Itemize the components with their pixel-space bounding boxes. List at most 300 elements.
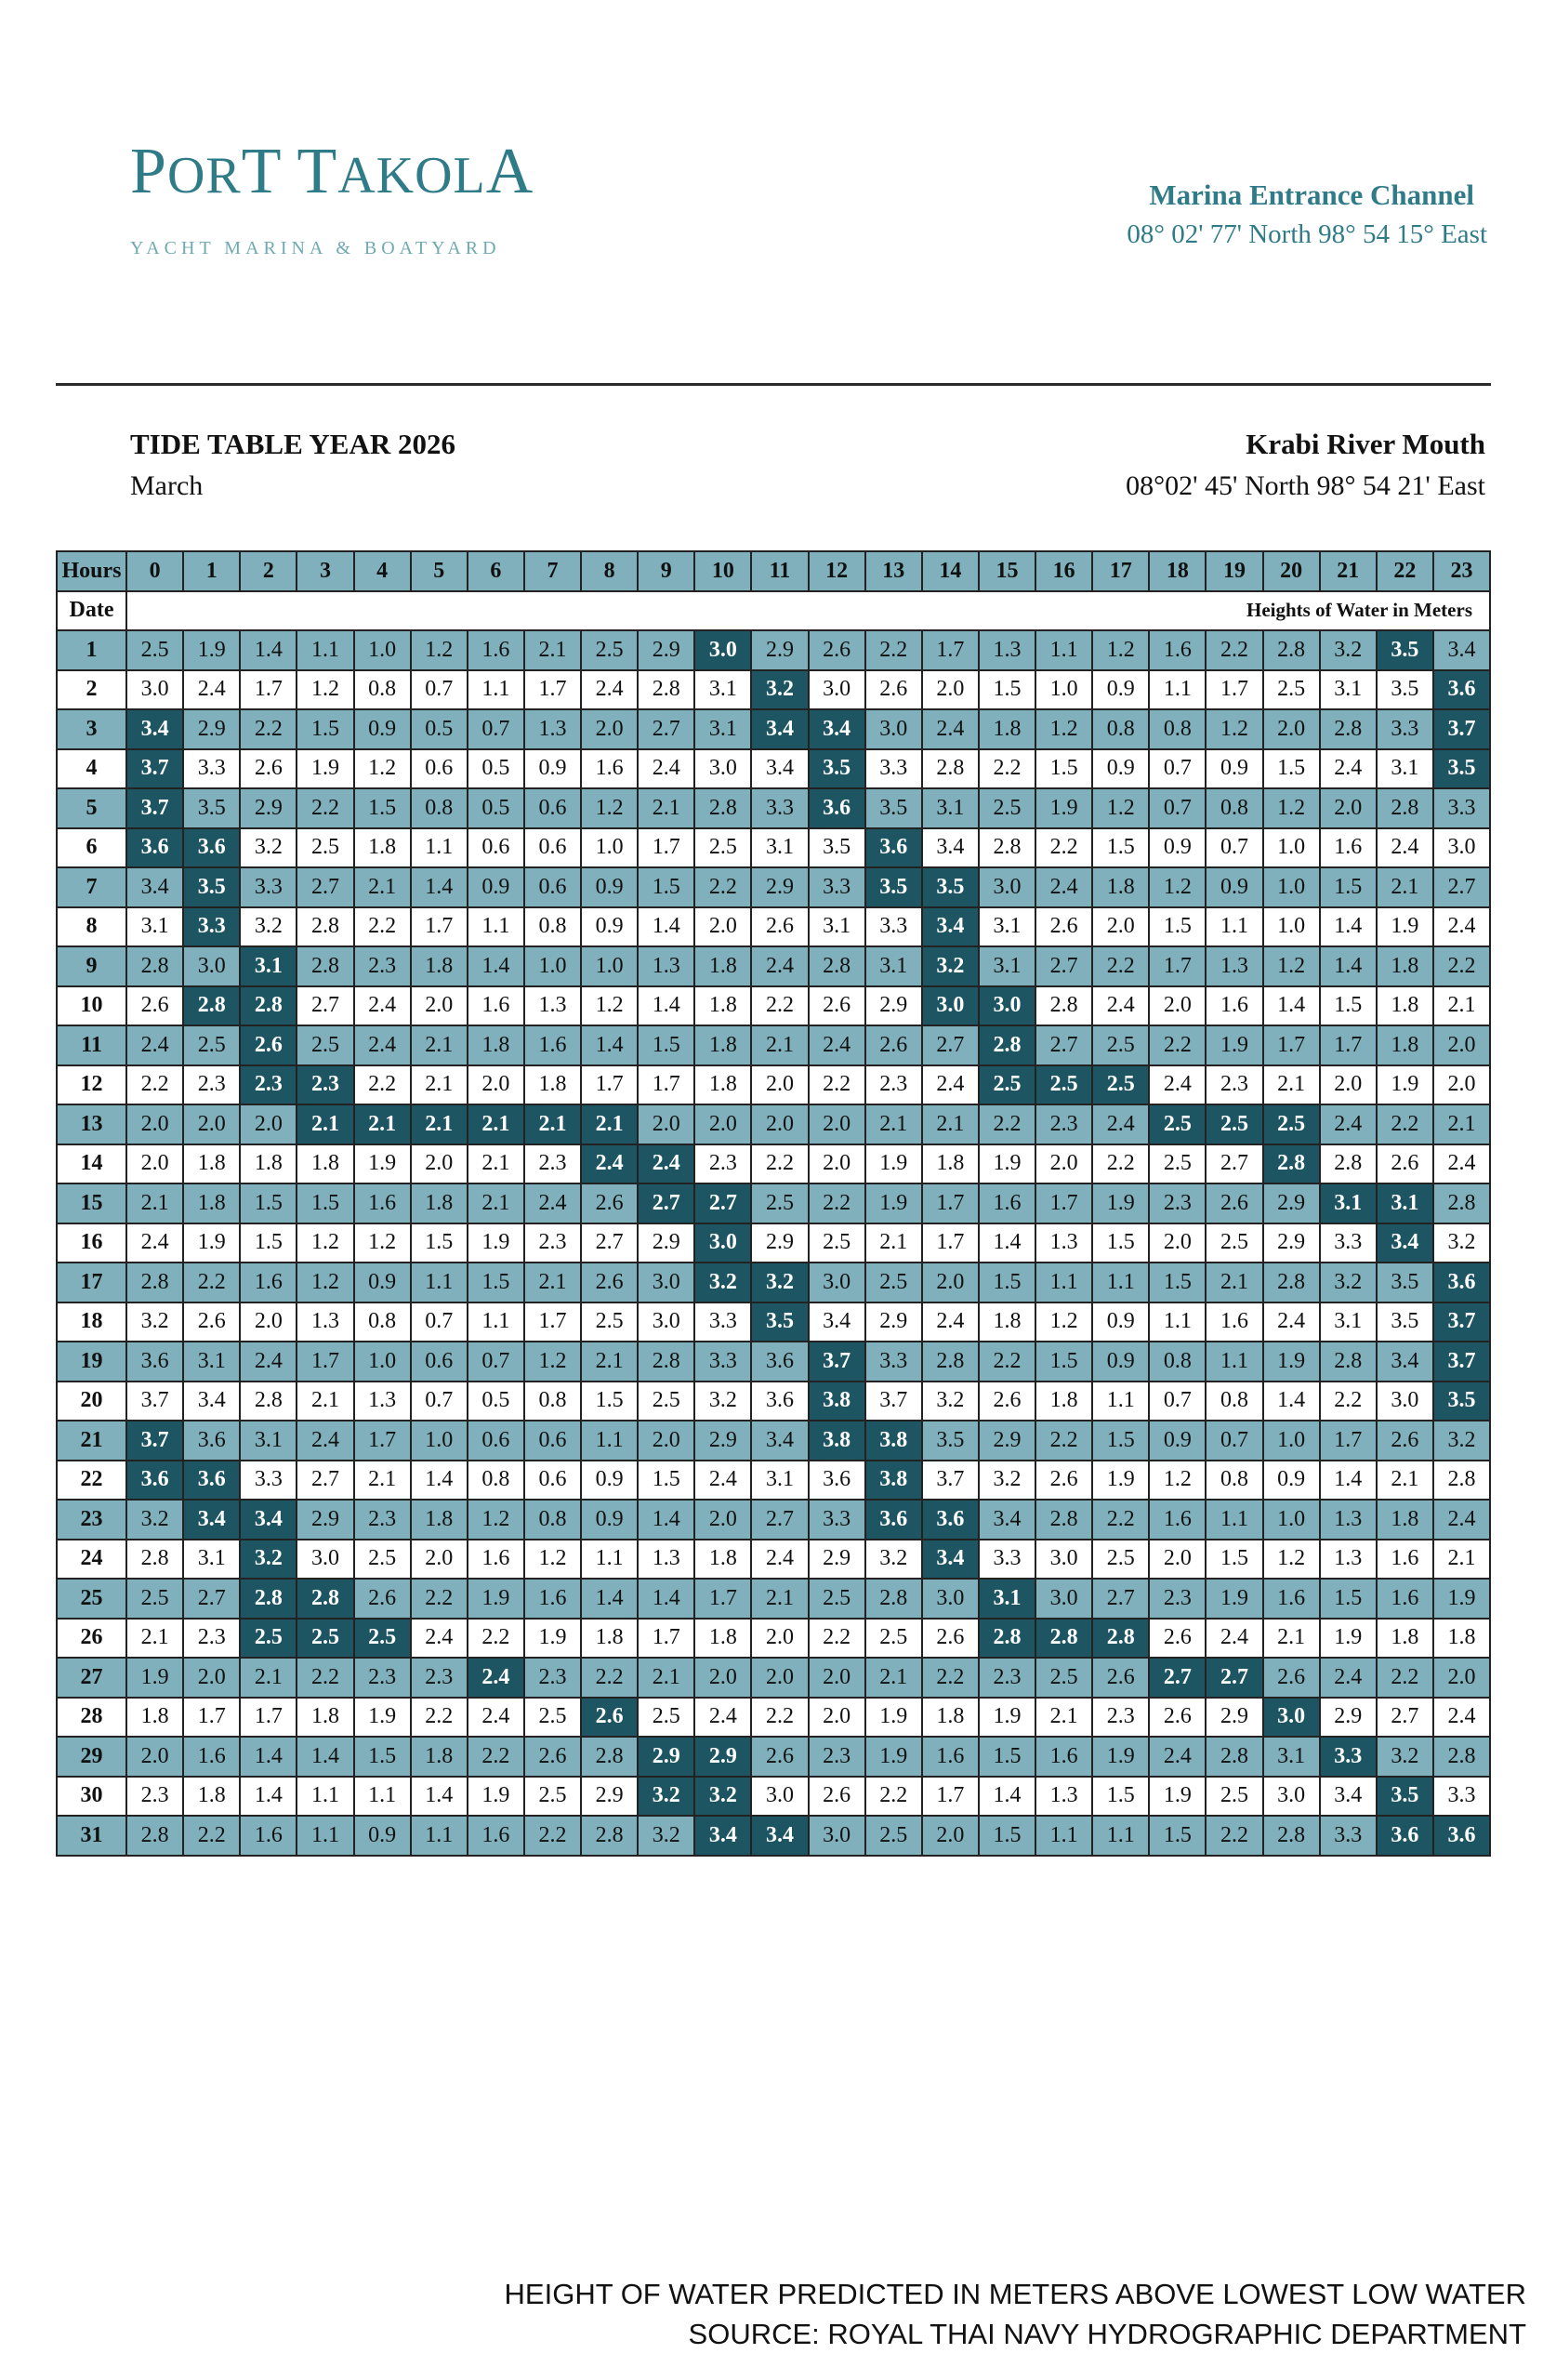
- height-cell: 2.9: [581, 1777, 638, 1817]
- height-cell: 2.0: [751, 1104, 808, 1144]
- hour-header-cell: 4: [354, 551, 411, 591]
- height-cell: 2.1: [1377, 1461, 1433, 1501]
- date-cell: 20: [57, 1382, 126, 1421]
- height-cell: 2.9: [809, 1540, 865, 1580]
- height-cell: 1.7: [1320, 1421, 1377, 1461]
- height-cell: 2.5: [1092, 1540, 1149, 1580]
- height-cell: 0.5: [468, 788, 524, 828]
- height-cell: 1.4: [1320, 946, 1377, 986]
- height-cell: 2.0: [1320, 1065, 1377, 1105]
- height-cell: 1.6: [1206, 1302, 1262, 1342]
- height-cell: 2.4: [694, 1698, 751, 1738]
- height-cell: 1.7: [524, 670, 581, 710]
- height-cell: 1.7: [638, 1065, 694, 1105]
- height-cell: 1.0: [1263, 907, 1320, 947]
- height-cell: 1.7: [922, 1223, 979, 1263]
- high-tide-cell: 2.8: [1035, 1619, 1092, 1659]
- height-cell: 2.2: [1377, 1658, 1433, 1698]
- height-cell: 2.6: [1377, 1421, 1433, 1461]
- height-cell: 1.0: [411, 1421, 468, 1461]
- height-cell: 2.4: [1092, 986, 1149, 1026]
- height-cell: 3.5: [1377, 1302, 1433, 1342]
- height-cell: 2.0: [809, 1104, 865, 1144]
- height-cell: 1.3: [1320, 1540, 1377, 1580]
- height-cell: 1.5: [240, 1223, 297, 1263]
- height-cell: 2.6: [354, 1579, 411, 1619]
- high-tide-cell: 3.4: [751, 1816, 808, 1856]
- height-cell: 2.8: [1433, 1183, 1490, 1223]
- height-cell: 1.1: [1206, 1500, 1262, 1540]
- table-row: [57, 788, 1490, 828]
- height-cell: 1.1: [1035, 1263, 1092, 1302]
- height-cell: 2.3: [865, 1065, 922, 1105]
- height-cell: 1.6: [1263, 1579, 1320, 1619]
- height-cell: 2.3: [126, 1777, 183, 1817]
- height-cell: 2.5: [1263, 670, 1320, 710]
- height-cell: 2.4: [922, 709, 979, 749]
- height-cell: 2.2: [1206, 630, 1262, 670]
- height-cell: 1.4: [411, 1461, 468, 1501]
- high-tide-cell: 3.2: [694, 1777, 751, 1817]
- height-cell: 2.9: [979, 1421, 1035, 1461]
- height-cell: 1.2: [354, 1223, 411, 1263]
- date-cell: 14: [57, 1144, 126, 1184]
- height-cell: 2.0: [240, 1104, 297, 1144]
- height-cell: 2.5: [126, 1579, 183, 1619]
- height-cell: 2.1: [581, 1342, 638, 1382]
- height-cell: 1.5: [979, 1737, 1035, 1777]
- height-cell: 3.2: [1320, 630, 1377, 670]
- height-cell: 2.0: [126, 1104, 183, 1144]
- height-cell: 1.5: [1206, 1540, 1262, 1580]
- height-cell: 2.0: [922, 1263, 979, 1302]
- height-cell: 1.1: [581, 1421, 638, 1461]
- table-row: [57, 986, 1490, 1026]
- high-tide-cell: 3.7: [126, 1421, 183, 1461]
- height-cell: 2.5: [354, 1540, 411, 1580]
- height-cell: 2.0: [922, 1816, 979, 1856]
- height-cell: 3.6: [126, 1342, 183, 1382]
- table-row: [57, 1658, 1490, 1698]
- height-cell: 2.0: [694, 907, 751, 947]
- height-cell: 2.4: [411, 1619, 468, 1659]
- height-cell: 2.5: [1206, 1223, 1262, 1263]
- height-cell: 2.4: [126, 1223, 183, 1263]
- height-cell: 2.3: [1035, 1104, 1092, 1144]
- height-cell: 2.8: [581, 1816, 638, 1856]
- height-cell: 2.7: [751, 1500, 808, 1540]
- height-cell: 2.6: [979, 1382, 1035, 1421]
- hour-header-cell: 14: [922, 551, 979, 591]
- height-cell: 3.0: [1263, 1777, 1320, 1817]
- height-cell: 2.6: [865, 670, 922, 710]
- date-cell: 28: [57, 1698, 126, 1738]
- high-tide-cell: 2.8: [240, 986, 297, 1026]
- height-cell: 1.1: [468, 1302, 524, 1342]
- high-tide-cell: 3.2: [694, 1263, 751, 1302]
- height-cell: 2.1: [922, 1104, 979, 1144]
- high-tide-cell: 3.6: [1433, 1263, 1490, 1302]
- height-cell: 3.0: [297, 1540, 353, 1580]
- height-cell: 1.6: [354, 1183, 411, 1223]
- height-cell: 1.8: [183, 1144, 240, 1184]
- height-cell: 2.3: [354, 1658, 411, 1698]
- height-cell: 0.8: [524, 1382, 581, 1421]
- high-tide-cell: 2.4: [638, 1144, 694, 1184]
- height-cell: 1.1: [1149, 670, 1206, 710]
- high-tide-cell: 3.6: [126, 828, 183, 868]
- height-cell: 3.1: [183, 1540, 240, 1580]
- height-cell: 1.8: [183, 1777, 240, 1817]
- high-tide-cell: 2.8: [240, 1579, 297, 1619]
- height-cell: 2.2: [979, 1342, 1035, 1382]
- date-cell: 5: [57, 788, 126, 828]
- height-cell: 0.8: [354, 670, 411, 710]
- height-cell: 1.8: [1377, 1025, 1433, 1065]
- height-cell: 0.9: [1263, 1461, 1320, 1501]
- height-cell: 1.1: [411, 1816, 468, 1856]
- high-tide-cell: 2.5: [240, 1619, 297, 1659]
- high-tide-cell: 2.6: [581, 1698, 638, 1738]
- height-cell: 1.5: [581, 1382, 638, 1421]
- height-cell: 2.5: [581, 630, 638, 670]
- height-cell: 2.0: [694, 1500, 751, 1540]
- height-cell: 1.9: [1092, 1461, 1149, 1501]
- height-cell: 2.4: [1035, 867, 1092, 907]
- height-cell: 2.2: [922, 1658, 979, 1698]
- height-cell: 0.9: [354, 709, 411, 749]
- height-cell: 1.9: [1206, 1025, 1262, 1065]
- height-cell: 1.4: [1263, 986, 1320, 1026]
- height-cell: 2.9: [240, 788, 297, 828]
- height-cell: 2.1: [524, 1263, 581, 1302]
- high-tide-cell: 2.3: [297, 1065, 353, 1105]
- height-cell: 3.5: [1377, 1263, 1433, 1302]
- height-cell: 2.2: [1035, 828, 1092, 868]
- height-cell: 3.4: [979, 1500, 1035, 1540]
- height-cell: 3.4: [751, 749, 808, 789]
- height-cell: 2.4: [183, 670, 240, 710]
- height-cell: 2.8: [1035, 986, 1092, 1026]
- height-cell: 3.1: [1320, 1302, 1377, 1342]
- high-tide-cell: 3.5: [183, 867, 240, 907]
- date-cell: 6: [57, 828, 126, 868]
- height-cell: 2.4: [126, 1025, 183, 1065]
- height-cell: 1.1: [468, 670, 524, 710]
- height-cell: 2.9: [1263, 1223, 1320, 1263]
- height-cell: 1.2: [581, 986, 638, 1026]
- height-cell: 0.8: [411, 788, 468, 828]
- height-cell: 1.3: [524, 986, 581, 1026]
- height-cell: 2.4: [1320, 1658, 1377, 1698]
- table-row: [57, 1421, 1490, 1461]
- height-cell: 1.0: [1263, 828, 1320, 868]
- high-tide-cell: 3.1: [1377, 1183, 1433, 1223]
- height-cell: 1.1: [1206, 1342, 1262, 1382]
- height-cell: 2.3: [354, 946, 411, 986]
- height-cell: 3.1: [922, 788, 979, 828]
- height-cell: 3.4: [751, 1421, 808, 1461]
- height-cell: 0.8: [354, 1302, 411, 1342]
- high-tide-cell: 3.2: [751, 1263, 808, 1302]
- height-cell: 1.4: [240, 1777, 297, 1817]
- height-cell: 1.4: [979, 1223, 1035, 1263]
- high-tide-cell: 3.1: [240, 946, 297, 986]
- height-cell: 1.7: [638, 828, 694, 868]
- height-cell: 2.4: [1377, 828, 1433, 868]
- height-cell: 1.1: [1035, 630, 1092, 670]
- height-cell: 1.9: [865, 1698, 922, 1738]
- high-tide-cell: 3.4: [922, 1540, 979, 1580]
- high-tide-cell: 3.2: [240, 1540, 297, 1580]
- height-cell: 0.7: [1149, 788, 1206, 828]
- high-tide-cell: 2.5: [297, 1619, 353, 1659]
- height-cell: 2.2: [581, 1658, 638, 1698]
- height-cell: 2.0: [1092, 907, 1149, 947]
- hour-header-cell: 7: [524, 551, 581, 591]
- height-cell: 0.9: [1149, 828, 1206, 868]
- height-cell: 2.7: [922, 1025, 979, 1065]
- height-cell: 1.9: [979, 1144, 1035, 1184]
- high-tide-cell: 3.3: [1320, 1737, 1377, 1777]
- height-cell: 2.4: [354, 986, 411, 1026]
- location-heading: [1126, 428, 1485, 502]
- table-row: [57, 1183, 1490, 1223]
- table-row: [57, 1777, 1490, 1817]
- height-cell: 2.0: [468, 1065, 524, 1105]
- height-cell: 2.0: [638, 1421, 694, 1461]
- height-cell: 3.0: [183, 946, 240, 986]
- date-cell: 19: [57, 1342, 126, 1382]
- height-cell: 1.9: [468, 1579, 524, 1619]
- date-cell: 10: [57, 986, 126, 1026]
- height-cell: 1.4: [240, 630, 297, 670]
- height-cell: 2.2: [411, 1579, 468, 1619]
- high-tide-cell: 3.8: [865, 1461, 922, 1501]
- date-cell: 22: [57, 1461, 126, 1501]
- height-cell: 3.6: [751, 1382, 808, 1421]
- height-cell: 1.5: [1035, 749, 1092, 789]
- height-cell: 1.9: [1149, 1777, 1206, 1817]
- table-row: [57, 1698, 1490, 1738]
- table-row: [57, 1223, 1490, 1263]
- high-tide-cell: 3.5: [922, 867, 979, 907]
- height-cell: 1.9: [183, 1223, 240, 1263]
- height-cell: 1.5: [638, 1025, 694, 1065]
- height-cell: 2.1: [354, 1461, 411, 1501]
- height-cell: 2.9: [1320, 1698, 1377, 1738]
- height-cell: 2.2: [1206, 1816, 1262, 1856]
- height-cell: 2.0: [1263, 709, 1320, 749]
- height-cell: 0.7: [1149, 1382, 1206, 1421]
- height-cell: 2.1: [297, 1382, 353, 1421]
- hour-header-cell: 23: [1433, 551, 1490, 591]
- height-cell: 3.2: [240, 828, 297, 868]
- height-cell: 2.3: [183, 1065, 240, 1105]
- table-row: [57, 1342, 1490, 1382]
- high-tide-cell: 3.6: [1433, 1816, 1490, 1856]
- height-cell: 1.9: [865, 1144, 922, 1184]
- height-cell: 2.7: [1035, 946, 1092, 986]
- height-cell: 3.2: [979, 1461, 1035, 1501]
- height-cell: 0.9: [1092, 670, 1149, 710]
- height-cell: 1.0: [1263, 1500, 1320, 1540]
- height-cell: 1.2: [1092, 788, 1149, 828]
- height-cell: 1.4: [411, 867, 468, 907]
- height-cell: 3.5: [809, 828, 865, 868]
- height-cell: 1.0: [581, 946, 638, 986]
- marina-channel-info: [1127, 178, 1487, 250]
- logo-wordmark: PORT TAKOLA: [130, 136, 534, 207]
- height-cell: 3.4: [1320, 1777, 1377, 1817]
- height-cell: 1.9: [1377, 1065, 1433, 1105]
- height-cell: 2.8: [1206, 1737, 1262, 1777]
- height-cell: 2.0: [1433, 1065, 1490, 1105]
- height-cell: 3.2: [1377, 1737, 1433, 1777]
- height-cell: 1.5: [979, 1263, 1035, 1302]
- date-cell: 4: [57, 749, 126, 789]
- high-tide-cell: 2.8: [1263, 1144, 1320, 1184]
- height-cell: 2.5: [809, 1579, 865, 1619]
- high-tide-cell: 2.6: [240, 1025, 297, 1065]
- height-cell: 2.1: [468, 1144, 524, 1184]
- height-cell: 2.4: [694, 1461, 751, 1501]
- height-cell: 2.8: [126, 1816, 183, 1856]
- footer-line-1: HEIGHT OF WATER PREDICTED IN METERS ABOVE LOWEST LOW WATER: [504, 2278, 1526, 2310]
- height-cell: 2.9: [638, 1223, 694, 1263]
- height-cell: 1.4: [468, 946, 524, 986]
- height-cell: 2.4: [1263, 1302, 1320, 1342]
- height-cell: 1.7: [354, 1421, 411, 1461]
- height-cell: 0.6: [524, 788, 581, 828]
- height-cell: 2.8: [1263, 1263, 1320, 1302]
- height-cell: 2.4: [1092, 1104, 1149, 1144]
- table-row: [57, 1461, 1490, 1501]
- brand-logo: [130, 136, 558, 259]
- height-cell: 0.7: [411, 1302, 468, 1342]
- hour-header-cell: 11: [751, 551, 808, 591]
- height-cell: 2.5: [809, 1223, 865, 1263]
- high-tide-cell: 2.9: [638, 1737, 694, 1777]
- height-cell: 2.4: [524, 1183, 581, 1223]
- height-cell: 3.4: [1433, 630, 1490, 670]
- high-tide-cell: 3.4: [126, 709, 183, 749]
- high-tide-cell: 3.7: [809, 1342, 865, 1382]
- height-cell: 2.2: [751, 986, 808, 1026]
- height-cell: 1.6: [1035, 1737, 1092, 1777]
- height-cell: 3.2: [922, 1382, 979, 1421]
- height-cell: 3.3: [1320, 1816, 1377, 1856]
- high-tide-cell: 3.4: [183, 1500, 240, 1540]
- height-cell: 3.0: [1433, 828, 1490, 868]
- height-cell: 1.0: [354, 630, 411, 670]
- height-cell: 0.8: [1149, 1342, 1206, 1382]
- high-tide-cell: 3.6: [1433, 670, 1490, 710]
- height-cell: 2.2: [183, 1263, 240, 1302]
- height-cell: 2.3: [979, 1658, 1035, 1698]
- height-cell: 1.1: [297, 1816, 353, 1856]
- height-cell: 1.6: [468, 986, 524, 1026]
- height-cell: 2.9: [638, 630, 694, 670]
- height-cell: 3.0: [638, 1302, 694, 1342]
- height-cell: 3.7: [865, 1382, 922, 1421]
- date-cell: 30: [57, 1777, 126, 1817]
- height-cell: 1.6: [183, 1737, 240, 1777]
- hours-header-row: [57, 551, 1490, 591]
- height-cell: 2.0: [126, 1737, 183, 1777]
- footer-line-2: SOURCE: ROYAL THAI NAVY HYDROGRAPHIC DEPARTMENT: [688, 2318, 1526, 2350]
- height-cell: 0.9: [581, 867, 638, 907]
- height-cell: 1.8: [581, 1619, 638, 1659]
- height-cell: 1.7: [694, 1579, 751, 1619]
- high-tide-cell: 3.6: [809, 788, 865, 828]
- table-row: [57, 1579, 1490, 1619]
- height-cell: 2.4: [751, 1540, 808, 1580]
- height-cell: 2.0: [1433, 1658, 1490, 1698]
- height-cell: 2.7: [638, 709, 694, 749]
- height-cell: 2.1: [468, 1183, 524, 1223]
- height-cell: 3.3: [1377, 709, 1433, 749]
- hour-header-cell: 13: [865, 551, 922, 591]
- height-cell: 1.3: [1320, 1500, 1377, 1540]
- height-cell: 3.3: [240, 867, 297, 907]
- table-row: [57, 828, 1490, 868]
- height-cell: 2.2: [865, 1777, 922, 1817]
- height-cell: 1.9: [468, 1777, 524, 1817]
- height-cell: 2.7: [1092, 1579, 1149, 1619]
- height-cell: 1.1: [354, 1777, 411, 1817]
- height-cell: 2.4: [1149, 1737, 1206, 1777]
- height-cell: 0.6: [411, 1342, 468, 1382]
- height-cell: 2.8: [1263, 630, 1320, 670]
- high-tide-cell: 3.5: [1377, 630, 1433, 670]
- table-row: [57, 1619, 1490, 1659]
- height-cell: 0.9: [468, 867, 524, 907]
- high-tide-cell: 3.8: [809, 1382, 865, 1421]
- height-cell: 3.5: [183, 788, 240, 828]
- height-cell: 1.0: [1035, 670, 1092, 710]
- height-cell: 1.0: [581, 828, 638, 868]
- high-tide-cell: 3.5: [809, 749, 865, 789]
- height-cell: 3.3: [694, 1342, 751, 1382]
- height-cell: 0.9: [581, 907, 638, 947]
- height-cell: 2.6: [1092, 1658, 1149, 1698]
- height-cell: 2.2: [240, 709, 297, 749]
- footer-notes: [505, 2274, 1526, 2354]
- hour-header-cell: 16: [1035, 551, 1092, 591]
- height-cell: 2.1: [638, 1658, 694, 1698]
- height-cell: 1.2: [1035, 709, 1092, 749]
- height-cell: 2.4: [922, 1065, 979, 1105]
- height-cell: 1.2: [524, 1540, 581, 1580]
- high-tide-cell: 3.5: [1377, 1777, 1433, 1817]
- height-cell: 3.0: [1035, 1579, 1092, 1619]
- height-cell: 2.2: [1092, 1500, 1149, 1540]
- height-cell: 3.0: [1035, 1540, 1092, 1580]
- high-tide-cell: 3.5: [1433, 1382, 1490, 1421]
- height-cell: 2.9: [1263, 1183, 1320, 1223]
- height-cell: 2.4: [1433, 907, 1490, 947]
- height-cell: 1.9: [1433, 1579, 1490, 1619]
- height-cell: 2.2: [979, 1104, 1035, 1144]
- height-cell: 2.2: [1320, 1382, 1377, 1421]
- height-cell: 2.2: [183, 1816, 240, 1856]
- high-tide-cell: 3.4: [809, 709, 865, 749]
- height-cell: 1.9: [126, 1658, 183, 1698]
- height-cell: 2.6: [126, 986, 183, 1026]
- height-cell: 3.2: [638, 1816, 694, 1856]
- hour-header-cell: 2: [240, 551, 297, 591]
